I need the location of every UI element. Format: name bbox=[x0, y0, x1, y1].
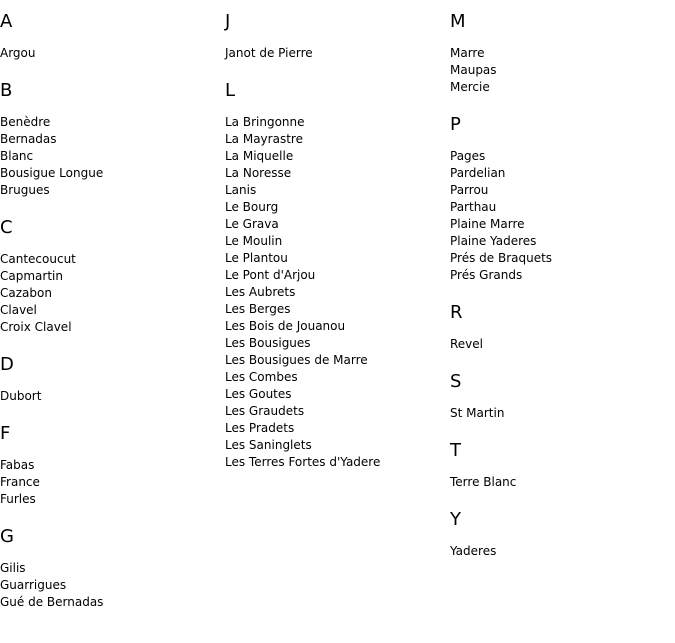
index-entry-plaine-yaderes[interactable]: Plaine Yaderes bbox=[450, 234, 537, 248]
index-entry-les-berges[interactable]: Les Berges bbox=[225, 302, 291, 316]
index-entry-mercie[interactable]: Mercie bbox=[450, 80, 490, 94]
letter-heading: R bbox=[450, 302, 463, 323]
index-entry-dubort[interactable]: Dubort bbox=[0, 389, 42, 403]
letter-group-f bbox=[0, 422, 220, 508]
letter-heading: C bbox=[0, 217, 13, 238]
index-entry-france[interactable]: France bbox=[0, 475, 40, 489]
index-entry-argou[interactable]: Argou bbox=[0, 46, 36, 60]
index-entry-le-plantou[interactable]: Le Plantou bbox=[225, 251, 288, 265]
index-entry-le-pont-d-arjou[interactable]: Le Pont d'Arjou bbox=[225, 268, 316, 282]
letter-heading: Y bbox=[450, 509, 461, 530]
index-entry-le-grava[interactable]: Le Grava bbox=[225, 217, 279, 231]
index-entry-les-saninglets[interactable]: Les Saninglets bbox=[225, 438, 312, 452]
letter-heading: P bbox=[450, 114, 461, 135]
letter-group-y bbox=[450, 508, 670, 560]
letter-heading: B bbox=[0, 80, 13, 101]
index-entry-le-bourg[interactable]: Le Bourg bbox=[225, 200, 279, 214]
index-entry-parthau[interactable]: Parthau bbox=[450, 200, 497, 214]
index-entry-capmartin[interactable]: Capmartin bbox=[0, 269, 63, 283]
index-entry-les-bousigues[interactable]: Les Bousigues bbox=[225, 336, 311, 350]
index-entry-la-bringonne[interactable]: La Bringonne bbox=[225, 115, 305, 129]
index-entry-pardelian[interactable]: Pardelian bbox=[450, 166, 506, 180]
index-entry-les-combes[interactable]: Les Combes bbox=[225, 370, 298, 384]
letter-heading: S bbox=[450, 371, 462, 392]
letter-group-g bbox=[0, 525, 220, 611]
index-entry-la-mayrastre[interactable]: La Mayrastre bbox=[225, 132, 303, 146]
index-entry-les-pradets[interactable]: Les Pradets bbox=[225, 421, 295, 435]
index-entry-maupas[interactable]: Maupas bbox=[450, 63, 497, 77]
index-column-1 bbox=[0, 10, 220, 628]
index-entry-les-graudets[interactable]: Les Graudets bbox=[225, 404, 305, 418]
index-entry-les-bousigues-de-marre[interactable]: Les Bousigues de Marre bbox=[225, 353, 368, 367]
letter-group-c bbox=[0, 216, 220, 336]
index-entry-les-goutes[interactable]: Les Goutes bbox=[225, 387, 292, 401]
index-entry-les-aubrets[interactable]: Les Aubrets bbox=[225, 285, 296, 299]
index-entry-benedre[interactable]: Benèdre bbox=[0, 115, 51, 129]
letter-heading: L bbox=[225, 80, 236, 101]
index-entry-cantecoucut[interactable]: Cantecoucut bbox=[0, 252, 76, 266]
letter-group-m bbox=[450, 10, 670, 96]
index-entry-les-terres-fortes-d-yadere[interactable]: Les Terres Fortes d'Yadere bbox=[225, 455, 381, 469]
letter-group-b bbox=[0, 79, 220, 199]
letter-group-r bbox=[450, 301, 670, 353]
letter-group-p bbox=[450, 113, 670, 284]
index-entry-cazabon[interactable]: Cazabon bbox=[0, 286, 52, 300]
index-entry-pres-de-braquets[interactable]: Prés de Braquets bbox=[450, 251, 553, 265]
index-entry-plaine-marre[interactable]: Plaine Marre bbox=[450, 217, 525, 231]
index-column-3 bbox=[450, 10, 670, 577]
index-entry-parrou[interactable]: Parrou bbox=[450, 183, 489, 197]
index-entry-la-noresse[interactable]: La Noresse bbox=[225, 166, 292, 180]
letter-group-j bbox=[225, 10, 445, 62]
letter-heading: F bbox=[0, 423, 11, 444]
letter-group-t bbox=[450, 439, 670, 491]
letter-heading: A bbox=[0, 11, 13, 32]
index-entry-yaderes[interactable]: Yaderes bbox=[450, 544, 497, 558]
index-entry-revel[interactable]: Revel bbox=[450, 337, 483, 351]
index-entry-brugues[interactable]: Brugues bbox=[0, 183, 50, 197]
index-entry-croix-clavel[interactable]: Croix Clavel bbox=[0, 320, 72, 334]
letter-heading: D bbox=[0, 354, 14, 375]
index-entry-le-moulin[interactable]: Le Moulin bbox=[225, 234, 283, 248]
index-entry-pres-grands[interactable]: Prés Grands bbox=[450, 268, 523, 282]
index-entry-bousigue-longue[interactable]: Bousigue Longue bbox=[0, 166, 104, 180]
index-entry-lanis[interactable]: Lanis bbox=[225, 183, 257, 197]
index-entry-janot-de-pierre[interactable]: Janot de Pierre bbox=[225, 46, 313, 60]
index-entry-les-bois-de-jouanou[interactable]: Les Bois de Jouanou bbox=[225, 319, 346, 333]
letter-heading: J bbox=[225, 11, 231, 32]
letter-heading: G bbox=[0, 526, 14, 547]
index-entry-clavel[interactable]: Clavel bbox=[0, 303, 37, 317]
letter-group-d bbox=[0, 353, 220, 405]
letter-heading: T bbox=[450, 440, 461, 461]
index-entry-st-martin[interactable]: St Martin bbox=[450, 406, 505, 420]
index-entry-marre[interactable]: Marre bbox=[450, 46, 485, 60]
index-entry-pages[interactable]: Pages bbox=[450, 149, 486, 163]
index-entry-furles[interactable]: Furles bbox=[0, 492, 36, 506]
index-entry-fabas[interactable]: Fabas bbox=[0, 458, 35, 472]
letter-heading: M bbox=[450, 11, 466, 32]
index-entry-la-miquelle[interactable]: La Miquelle bbox=[225, 149, 294, 163]
letter-group-s bbox=[450, 370, 670, 422]
index-entry-gilis[interactable]: Gilis bbox=[0, 561, 26, 575]
index-entry-blanc[interactable]: Blanc bbox=[0, 149, 34, 163]
index-column-2 bbox=[225, 10, 445, 488]
index-entry-terre-blanc[interactable]: Terre Blanc bbox=[450, 475, 517, 489]
index-entry-bernadas[interactable]: Bernadas bbox=[0, 132, 57, 146]
letter-group-l bbox=[225, 79, 445, 471]
letter-group-a bbox=[0, 10, 220, 62]
index-entry-gue-de-bernadas[interactable]: Gué de Bernadas bbox=[0, 595, 104, 609]
index-entry-guarrigues[interactable]: Guarrigues bbox=[0, 578, 67, 592]
